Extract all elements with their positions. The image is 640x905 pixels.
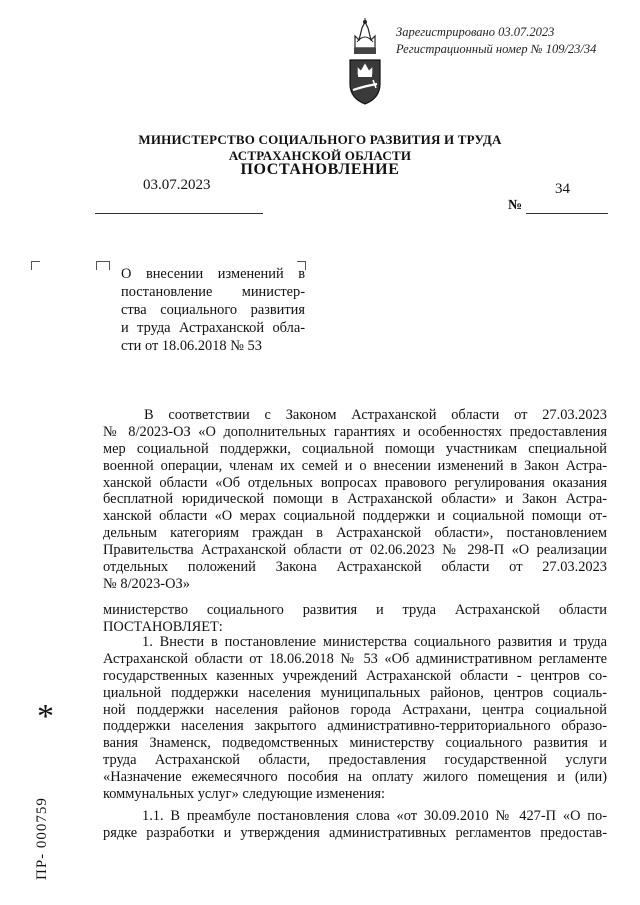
item-1-line: циальной поддержки населения муниципальных районов, центров социаль-: [103, 684, 607, 701]
preamble-line: мер социальной поддержки, социальной помощи участникам специальной: [103, 440, 607, 457]
item-1-line: труда Астраханской области, предоставления государственной услуги: [103, 752, 607, 769]
decree-statement: [103, 602, 607, 636]
item-1-line: вания Знаменск, подведомственных министерству социального развития и: [103, 735, 607, 752]
side-code-text: ПР- 000759: [34, 797, 50, 880]
registration-number: Регистрационный номер № 109/23/34: [396, 42, 597, 56]
document-type-title: ПОСТАНОВЛЕНИЕ: [240, 161, 400, 178]
preamble-line: ханской области «О мерах социальной поддержки и социальной помощи от-: [103, 508, 607, 525]
number-sign: №: [508, 198, 523, 213]
subject-line: и труда Астраханской обла-: [121, 320, 305, 336]
preamble-line: № 8/2023-ОЗ «О дополнительных гарантиях и особенностях предоставления: [103, 423, 607, 440]
subject-line: ства социального развития: [121, 302, 305, 318]
item-1-line: государственных казенных учреждений Астраханской области - центров со-: [103, 667, 607, 684]
date-underline: [95, 213, 263, 214]
decree-line: министерство социального развития и труда Астраханской области: [103, 602, 607, 618]
preamble-line: отдельных положений Закона Астраханской области от 27.03.2023: [103, 559, 607, 576]
item-1-line: Астраханской области от 18.06.2018 № 53 «Об административном регламенте: [103, 650, 607, 667]
corner-mark-left: [31, 261, 40, 270]
preamble-line: дельным категориям граждан в Астраханской области», постановлением: [103, 525, 607, 542]
subject-line: постановление министер-: [121, 284, 305, 300]
preamble-line: В соответствии с Законом Астраханской области от 27.03.2023: [144, 407, 607, 423]
preamble-line: военной операции, членам их семей и о внесении изменений в Закон Астра-: [103, 457, 607, 474]
item-1-line: поддержки населения закрытого административно-территориального образо-: [103, 718, 607, 735]
decree-keyword: ПОСТАНОВЛЯЕТ:: [103, 618, 223, 635]
preamble-line: бесплатной юридической помощи в Астраханской области» и Закон Астра-: [103, 491, 607, 508]
document-subject: [121, 265, 305, 355]
number-underline: [526, 213, 608, 214]
ministry-name-line1: МИНИСТЕРСТВО СОЦИАЛЬНОГО РАЗВИТИЯ И ТРУДА: [138, 132, 502, 147]
corner-mark-subject-inner: [101, 261, 110, 270]
item-1-1-paragraph: [103, 808, 607, 842]
registration-stamp: [396, 24, 596, 58]
preamble-paragraph: [103, 407, 607, 593]
margin-asterisk: *: [37, 698, 54, 735]
item-1-paragraph: [103, 634, 607, 803]
item-1-1-line: рядке разработки и утверждения административных регламентов предостав-: [103, 824, 607, 841]
subject-line: О внесении изменений в: [121, 266, 305, 282]
document-date: 03.07.2023: [143, 177, 211, 193]
side-document-code: [28, 780, 58, 880]
item-1-line: «Назначение ежемесячного пособия на оплату жилого помещения и (или): [103, 769, 607, 786]
document-number: 34: [555, 181, 570, 197]
item-1-1-line: 1.1. В преамбуле постановления слова «от 30.09.2010 № 427-П «О по-: [142, 808, 607, 824]
subject-line: сти от 18.06.2018 № 53: [121, 338, 262, 354]
preamble-line: № 8/2023-ОЗ»: [103, 575, 190, 592]
item-1-line: 1. Внести в постановление министерства социального развития и труда: [142, 634, 607, 650]
preamble-line: ханской области «Об отдельных вопросах правового регулирования оказания: [103, 474, 607, 491]
registration-date: Зарегистрировано 03.07.2023: [396, 25, 555, 39]
astrakhan-coat-of-arms-icon: [343, 18, 387, 116]
item-1-line: коммунальных услуг» следующие изменения:: [103, 786, 385, 803]
preamble-line: Правительства Астраханской области от 02.06.2023 № 298-П «О реализации: [103, 542, 607, 559]
ministry-name-line2: АСТРАХАНСКОЙ ОБЛАСТИ: [228, 148, 412, 163]
item-1-line: ной поддержки населения районов города Астрахани, центра социальной: [103, 701, 607, 718]
